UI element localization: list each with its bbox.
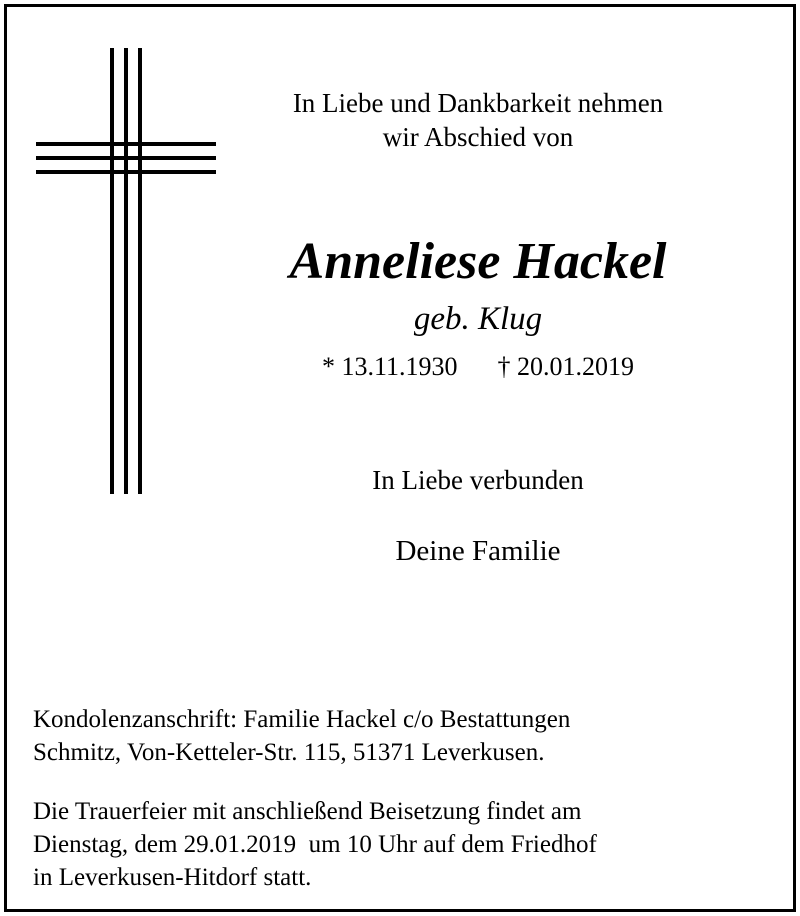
birth-date: * 13.11.1930 xyxy=(321,352,458,381)
intro-line-2: wir Abschied von xyxy=(382,122,574,152)
condolence-line-2: Schmitz, Von-Ketteler-Str. 115, 51371 Leverkusen. xyxy=(33,739,545,766)
life-dates xyxy=(240,350,716,384)
funeral-line-3: in Leverkusen-Hitdorf statt. xyxy=(33,864,312,891)
cross-icon xyxy=(36,48,216,494)
condolence-line-1: Kondolenzanschrift: Familie Hackel c/o Bestattungen xyxy=(33,706,571,733)
funeral-line-2: Dienstag, dem 29.01.2019 um 10 Uhr auf dem Friedhof xyxy=(33,831,597,858)
closing-line: In Liebe verbunden xyxy=(372,465,584,495)
maiden-name: geb. Klug xyxy=(413,301,543,337)
intro-line-1: In Liebe und Dankbarkeit nehmen xyxy=(292,88,664,118)
family-signature: Deine Familie xyxy=(395,535,561,567)
deceased-name: Anneliese Hackel xyxy=(289,233,667,290)
funeral-line-1: Die Trauerfeier mit anschließend Beisetzung findet am xyxy=(33,798,582,825)
death-date: † 20.01.2019 xyxy=(497,352,635,381)
